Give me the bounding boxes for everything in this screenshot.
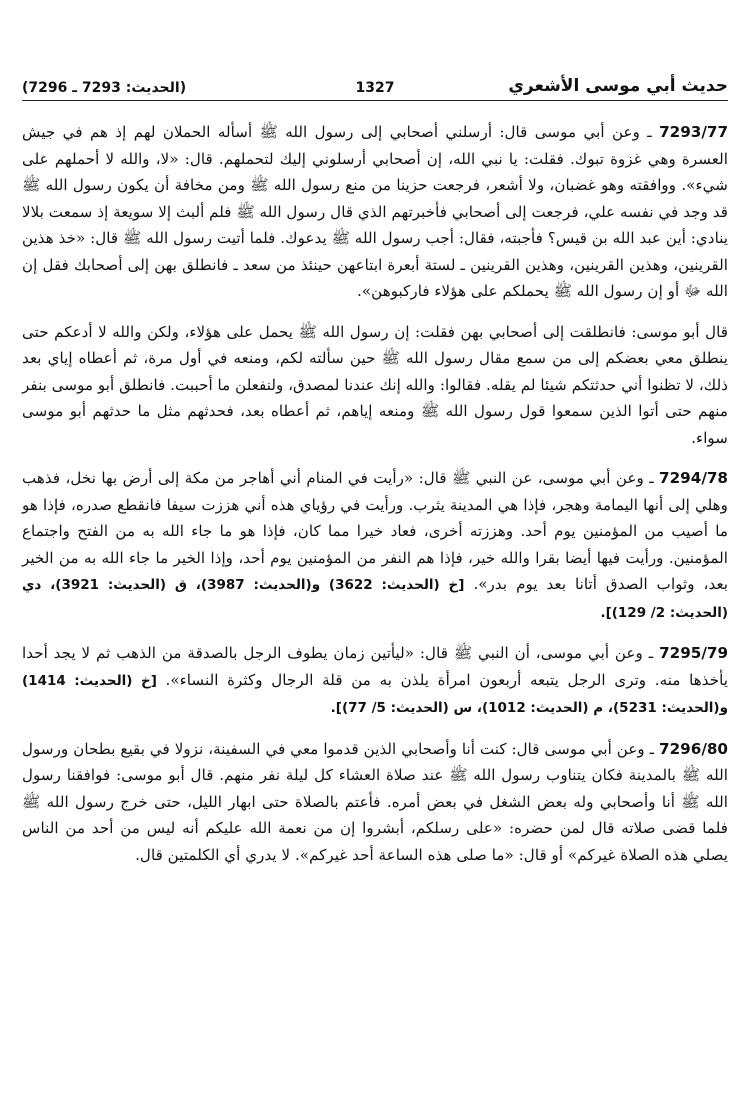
hadith-number: 7296/80	[659, 739, 728, 758]
page-header	[22, 66, 728, 101]
book-title: حديث أبي موسى الأشعري	[508, 76, 728, 96]
hadith-body: ـ وعن أبي موسى قال: أرسلني أصحابي إلى رسول الله ﷺ أسأله الحملان لهم إذ هم في جيش العسرة وهي غزوة تبوك. فقلت: يا نبي الله، إن أصحابي أرسلوني إليك لتحملهم. قال: «لا، والله لا أحملهم على شيء». ووافقته وهو غضبان، ولا أشعر، فرجعت حزينا من منع رسول الله ﷺ ومن مخافة أن يكون رسول الله ﷺ قد وجد في نفسه علي، فرجعت إلى أصحابي فأخبرتهم الذي قال رسول الله ﷺ فلم ألبث إلا سويعة إذ سمعت بلالا ينادي: أين عبد الله بن قيس؟ فأجبته، فقال: أجب رسول الله ﷺ يدعوك. فلما أتيت رسول الله ﷺ قال: «خذ هذين القرينين، وهذين القرينين، وهذين القرينين ـ لستة أبعرة ابتاعهن حينئذ من سعد ـ فانطلق بهن إلى أصحابك فقل إن الله ﷻ أو إن رسول الله ﷺ يحملكم على هؤلاء فاركبوهن».	[22, 123, 728, 300]
hadith-body: ـ وعن أبي موسى، أن النبي ﷺ قال: «ليأتين زمان يطوف الرجل بالصدقة من الذهب ثم لا يجد أحدا يأخذها منه. وترى الرجل يتبعه أربعون امرأة يلذن به من قلة الرجال وكثرة النساء».	[22, 644, 729, 689]
hadith-range: (الحديث: 7293 ـ 7296)	[22, 80, 187, 96]
hadith-7294	[22, 465, 728, 626]
page-number: 1327	[355, 80, 395, 96]
hadith-body: قال أبو موسى: فانطلقت إلى أصحابي بهن فقلت: إن رسول الله ﷺ يحمل على هؤلاء، ولكن والله لا أدعكم حتى ينطلق معي بعضكم إلى من سمع مقال رسول الله ﷺ حين سألته لكم، ومنعه في أول مرة، ثم أعطاه إياي بعد ذلك، لا تظنوا أني حدثتكم شيئا لم يقله. فقالوا: والله إنك عندنا لمصدق، ولنفعلن ما أحببت. فانطلق أبو موسى بنفر منهم حتى أتوا الذين سمعوا قول رسول الله ﷺ ومنعه إياهم، ثم أعطاه بعد، فحدثهم مثل ما حدثهم أبو موسى سواء.	[22, 322, 728, 447]
hadith-body: ـ وعن أبي موسى، عن النبي ﷺ قال: «رأيت في المنام أني أهاجر من مكة إلى أرض بها نخل، فذهب وهلي إلى أنها اليمامة وهجر، فإذا هي المدينة يثرب. ورأيت في رؤياي هذه أني هززت سيفا فانقطع صدره، فإذا هو ما أصيب من المؤمنين يوم أحد. وهززته أخرى، فعاد خيرا مما كان، فإذا هو ما جاء الله به من الفتح واجتماع المؤمنين. ورأيت فيها أيضا بقرا والله خير، فإذا هم النفر من المؤمنين يوم أحد، وإذا الخير ما جاء الله به من الخير بعد، وثواب الصدق أتانا بعد يوم بدر».	[22, 469, 729, 593]
hadith-7296	[22, 736, 728, 869]
hadith-text	[22, 119, 728, 868]
hadith-number: 7295/79	[659, 644, 729, 662]
hadith-body: ـ وعن أبي موسى قال: كنت أنا وأصحابي الذين قدموا معي في السفينة، نزولا في بقيع بطحان ورسول الله ﷺ بالمدينة فكان يتناوب رسول الله ﷺ عند صلاة العشاء كل ليلة نفر منهم. قال أبو موسى: فوافقنا رسول الله ﷺ أنا وأصحابي وله بعض الشغل في بعض أمره. فأعتم بالصلاة حتى ابهار الليل، حتى خرج رسول الله ﷺ فلما قضى صلاته قال لمن حضره: «على رسلكم، أبشروا إن من نعمة الله عليكم أنه ليس من أحد من الناس يصلي هذه الصلاة غيركم» أو قال: «ما صلى هذه الساعة أحد غيركم». لا يدري أي الكلمتين قال.	[22, 739, 728, 864]
page	[22, 66, 728, 1096]
hadith-7293-continuation	[22, 319, 728, 452]
hadith-number: 7293/77	[659, 123, 729, 141]
hadith-7295	[22, 640, 728, 722]
hadith-number: 7294/78	[659, 469, 728, 487]
hadith-7293	[22, 119, 728, 305]
hadith-reference: [خ (الحديث: 1414) و(الحديث: 5231)، م (الحديث: 1012)، س (الحديث: 5/ 77)].	[22, 672, 728, 716]
hadith-reference: [خ (الحديث: 3622) و(الحديث: 3987)، ق (الحديث: 3921)، دي (الحديث: 2/ 129)].	[22, 577, 728, 621]
